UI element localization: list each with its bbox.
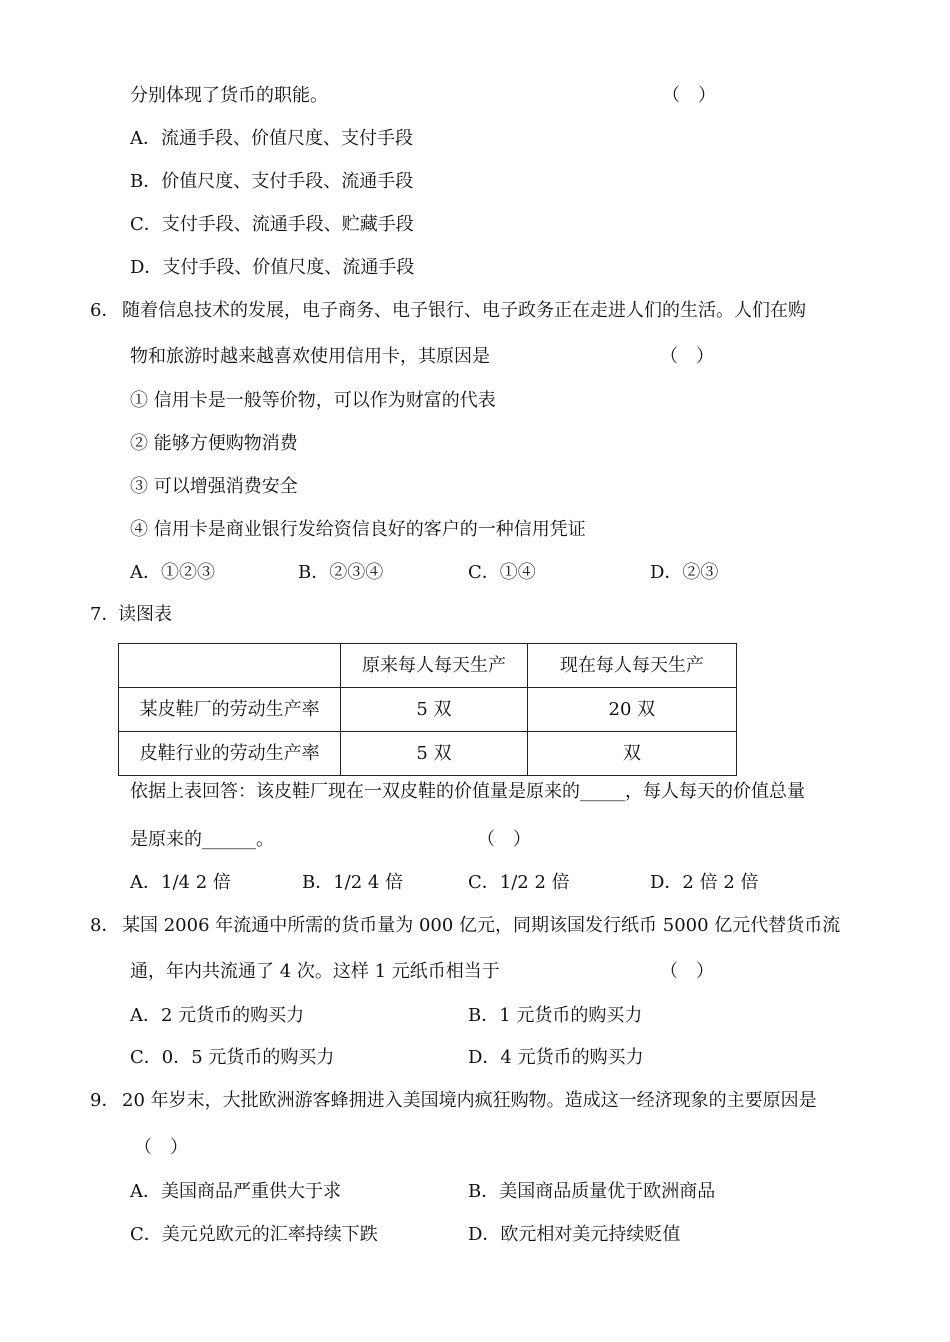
q7-question-line2: [130, 828, 274, 852]
q7-question-line2-b: 。: [256, 829, 274, 850]
q7-question-line1: [130, 780, 805, 804]
q9-option-b: B．美国商品质量优于欧洲商品: [468, 1181, 716, 1202]
q7-blank-2: ______: [202, 829, 256, 850]
q8-option-b: B．1 元货币的购买力: [468, 1005, 643, 1026]
table-cell-before: 5 双: [341, 688, 527, 732]
q9-option-a: A．美国商品严重供大于求: [130, 1181, 341, 1202]
table-header-blank: [119, 644, 341, 688]
q5-option-b: B．价值尺度、支付手段、流通手段: [130, 171, 414, 192]
q8-stem-line2: 通，年内共流通了 4 次。这样 1 元纸币相当于: [130, 961, 500, 982]
q6-number: 6．: [90, 300, 120, 321]
q8-number: 8．: [90, 915, 120, 936]
q6-answer-paren: （ ）: [660, 346, 714, 367]
table-header-row: [119, 644, 737, 688]
q5-stem-tail: 分别体现了货币的职能。: [130, 85, 328, 106]
q7-number: 7．: [90, 604, 120, 625]
q8-option-a: A．2 元货币的购买力: [130, 1005, 305, 1026]
q9-stem-line1: 20 年岁末，大批欧洲游客蜂拥进入美国境内疯狂购物。造成这一经济现象的主要原因是: [122, 1090, 817, 1111]
table-cell-before: 5 双: [341, 732, 527, 776]
q7-option-b: B．1/2 4 倍: [302, 872, 404, 893]
q6-stem-line2: 物和旅游时越来越喜欢使用信用卡，其原因是: [130, 346, 490, 367]
q7-blank-1: _____: [580, 781, 625, 802]
q6-option-d: D．②③: [650, 562, 719, 583]
table-cell-label: 某皮鞋厂的劳动生产率: [119, 688, 341, 732]
q8-option-c: C．0．5 元货币的购买力: [130, 1047, 335, 1068]
table-cell-now: 20 双: [527, 688, 736, 732]
table-cell-label: 皮鞋行业的劳动生产率: [119, 732, 341, 776]
q5-answer-paren: （ ）: [662, 85, 716, 106]
table-row: [119, 732, 737, 776]
q7-question-line1-b: ，每人每天的价值总量: [625, 781, 805, 802]
table-header-before: 原来每人每天生产: [341, 644, 527, 688]
q6-option-c: C．①④: [468, 562, 536, 583]
q9-option-d: D．欧元相对美元持续贬值: [468, 1224, 681, 1245]
q7-option-d: D．2 倍 2 倍: [650, 872, 759, 893]
q7-question-line1-a: 依据上表回答：该皮鞋厂现在一双皮鞋的价值量是原来的: [130, 781, 580, 802]
table-header-now: 现在每人每天生产: [527, 644, 736, 688]
productivity-table: [118, 643, 737, 776]
q6-item-1: ① 信用卡是一般等价物，可以作为财富的代表: [130, 390, 496, 411]
q6-option-b: B．②③④: [298, 562, 384, 583]
q6-stem-line1: 随着信息技术的发展，电子商务、电子银行、电子政务正在走进人们的生活。人们在购: [122, 300, 806, 321]
q9-number: 9．: [90, 1090, 120, 1111]
q6-option-a: A．①②③: [130, 562, 215, 583]
q5-option-a: A．流通手段、价值尺度、支付手段: [130, 128, 413, 149]
q9-option-c: C．美元兑欧元的汇率持续下跌: [130, 1224, 378, 1245]
q7-option-c: C．1/2 2 倍: [468, 872, 570, 893]
q7-stem: 读图表: [118, 604, 172, 625]
table-row: [119, 688, 737, 732]
q7-answer-paren: （ ）: [477, 829, 531, 850]
q5-option-d: D．支付手段、价值尺度、流通手段: [130, 257, 415, 278]
q8-stem-line1: 某国 2006 年流通中所需的货币量为 000 亿元，同期该国发行纸币 5000 亿元代替货币流: [122, 915, 841, 936]
q8-option-d: D．4 元货币的购买力: [468, 1047, 644, 1068]
q6-item-2: ② 能够方便购物消费: [130, 433, 298, 454]
table-cell-now: 双: [527, 732, 736, 776]
q9-answer-paren: （ ）: [134, 1137, 188, 1158]
q5-option-c: C．支付手段、流通手段、贮藏手段: [130, 214, 414, 235]
q7-question-line2-a: 是原来的: [130, 829, 202, 850]
q6-item-3: ③ 可以增强消费安全: [130, 476, 298, 497]
q8-answer-paren: （ ）: [660, 961, 714, 982]
q6-item-4: ④ 信用卡是商业银行发给资信良好的客户的一种信用凭证: [130, 519, 586, 540]
q7-option-a: A．1/4 2 倍: [130, 872, 231, 893]
